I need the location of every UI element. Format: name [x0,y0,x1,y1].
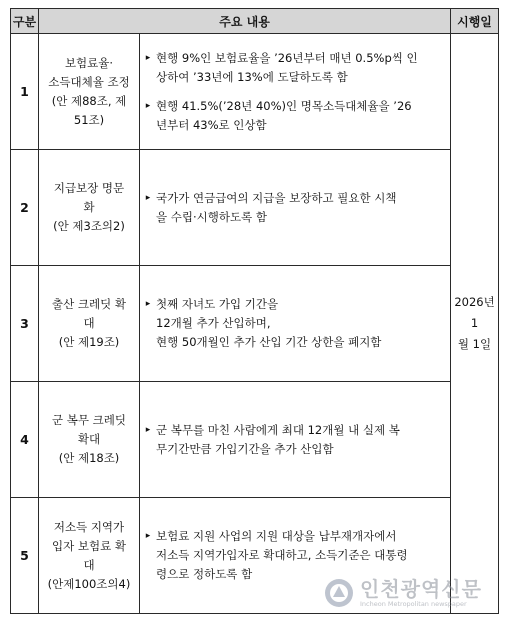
table-row [11,382,499,498]
bullet-text-line: 년부터 43%로 인상함 [156,117,267,132]
content-bullet [140,189,450,227]
category-line: 군 복무 크레딧 [52,413,126,427]
newspaper-logo-icon [324,578,354,608]
table-row [11,34,499,150]
bullet-text-line: 령으로 정하도록 함 [156,567,253,581]
row-content [140,266,451,382]
bullet-text-line: 저소득 지역가입자로 확대하고, 소득기준은 대통령 [156,548,408,562]
bullet-text-line: 국가가 연금급여의 지급을 보장하고 필요한 시책 [156,190,397,205]
table-body [11,34,499,614]
category-line: 대 [83,316,95,330]
triangle-bullet-icon: ▸ [145,531,151,541]
row-category [39,266,140,382]
row-category [39,382,140,498]
row-content [140,150,451,266]
row-number: 3 [11,266,39,382]
bullet-text-line: 군 복무를 마친 사람에게 최대 12개월 내 실제 복 [156,422,400,437]
category-line: (안제100조의4) [47,576,131,591]
bullet-text-line: 보험료 지원 사업의 지원 대상을 납부재개자에서 [156,529,397,543]
content-bullet [140,421,450,459]
bullet-text [156,295,450,352]
effective-date-line: 2026년 1 [454,295,495,330]
bullet-text-line: 무기간만큼 가입기간을 추가 산입함 [156,441,334,456]
row-content [140,382,451,498]
triangle-bullet-icon: ▸ [145,100,151,111]
row-category [39,498,140,614]
category-line: 확대 [77,432,101,446]
bullet-text-line: 첫째 자녀도 가입 기간을 [156,297,279,311]
watermark-name-korean: 인천광역신문 [360,577,482,601]
bullet-text-line: 현행 50개월인 추가 산입 기간 상한을 폐지함 [156,335,382,349]
category-line: 51조) [73,112,105,127]
category-line: 저소득 지역가 [53,519,125,534]
header-category-no: 구분 [11,9,39,34]
bullet-text [156,527,450,584]
row-number: 2 [11,150,39,266]
category-line: (안 제19조) [58,335,120,349]
row-number: 5 [11,498,39,614]
triangle-bullet-icon: ▸ [145,192,151,203]
bullet-text-line: 상하여 ’33년에 13%에 도달하도록 함 [156,69,348,84]
triangle-bullet-icon: ▸ [145,424,151,435]
newspaper-watermark [324,577,504,609]
triangle-bullet-icon: ▸ [145,299,151,309]
row-category [39,34,140,150]
content-bullet [140,49,450,87]
table-row [11,266,499,382]
category-line: 지급보장 명문 [53,181,125,195]
category-line: (안 제3조의2) [53,219,125,233]
bullet-text [156,97,450,135]
table-row [11,150,499,266]
category-line: 대 [83,557,95,572]
content-bullet [140,97,450,135]
header-row [11,9,499,34]
bullet-text-line: 현행 41.5%(’28년 40%)인 명목소득대체율을 ’26 [156,98,412,113]
category-line: 출산 크레딧 확 [52,297,126,311]
category-line: (안 제88조, 제 [51,93,127,108]
row-number: 1 [11,34,39,150]
category-line: 보험료율· [64,55,114,70]
row-number: 4 [11,382,39,498]
watermark-name-english: Incheon Metropolitan newspaper [360,600,467,608]
content-bullet [140,295,450,352]
reform-summary-table [10,8,499,614]
content-bullet [140,527,450,584]
bullet-text-line: 을 수립·시행하도록 함 [156,209,267,224]
bullet-text [156,49,450,87]
category-line: 화 [83,200,95,214]
row-category [39,150,140,266]
bullet-text [156,421,450,459]
category-line: 입자 보험료 확 [52,538,126,553]
effective-date-cell [451,34,499,614]
bullet-text-line: 12개월 추가 산입하며, [156,316,271,330]
header-effective-date: 시행일 [451,9,499,34]
category-line: (안 제18조) [58,451,120,465]
effective-date-line: 월 1일 [457,337,492,351]
bullet-text [156,189,450,227]
triangle-bullet-icon: ▸ [145,52,151,63]
category-line: 소득대체율 조정 [48,74,130,89]
bullet-text-line: 현행 9%인 보험료율을 ’26년부터 매년 0.5%p씩 인 [156,50,418,65]
header-main-content: 주요 내용 [39,9,451,34]
row-content [140,34,451,150]
